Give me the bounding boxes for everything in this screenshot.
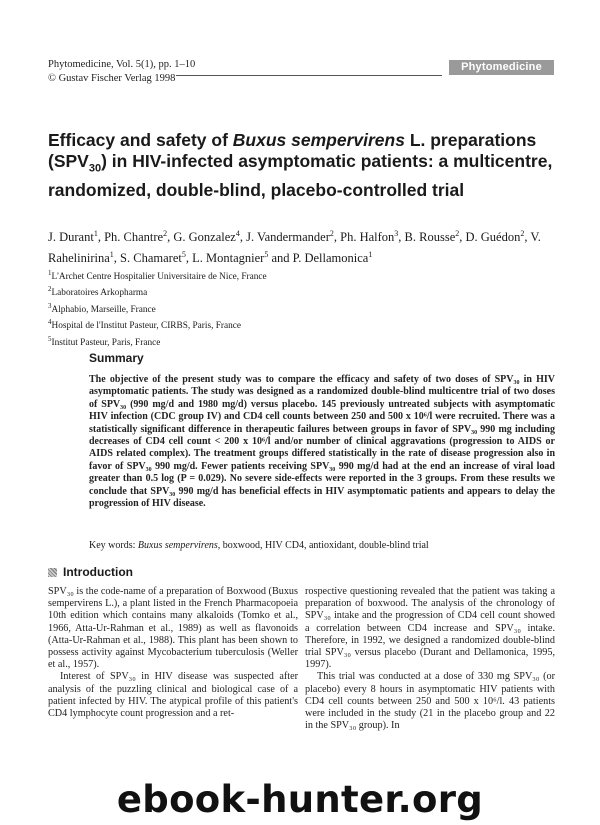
author <box>120 251 186 265</box>
introduction-heading <box>48 565 133 579</box>
author-name: L. Montagnier <box>192 251 265 266</box>
body-column-left <box>48 586 298 766</box>
keywords <box>89 539 555 552</box>
affiliation-item <box>48 283 448 299</box>
journal-header <box>48 58 195 86</box>
publisher-copyright: © Gustav Fischer Verlag 1998 <box>48 73 176 84</box>
affiliation-text: Institut Pasteur, Paris, France <box>51 337 161 348</box>
author-affiliation-mark: 1 <box>93 229 98 238</box>
author-affiliation-mark: 5 <box>181 250 186 260</box>
author-name: B. Rousse <box>404 230 456 245</box>
journal-citation: Phytomedicine, Vol. 5(1), pp. 1–10 <box>48 59 196 70</box>
affiliation-text: Laboratoires Arkopharma <box>51 288 148 299</box>
intro-paragraph-1: SPV₃₀ is the code-name of a preparation of Boxwood (Buxus sempervirens L.), a plant listed in the French Pharmacopoeia 10th edition which contains many alkaloids (Tomko et al., 1966, Atta-Ur-Rahman et al., 1989) as well as flavonoids (Atta-Ur-Rahman et al., 1988). This plant has been shown to possess activity against Mycobacterium tuberculosis (Weller et al., 1957). <box>48 586 298 671</box>
author <box>405 230 460 244</box>
author <box>293 251 373 265</box>
keywords-list: boxwood, HIV CD4, antioxidant, double-blind trial <box>222 540 429 551</box>
author-affiliation-mark: 3 <box>394 229 399 238</box>
header-rule <box>176 75 442 76</box>
author-name: G. Gonzalez <box>173 230 236 245</box>
keywords-label: Key words: <box>89 540 136 551</box>
journal-badge: Phytomedicine <box>449 60 554 75</box>
author-name: Ph. Halfon <box>340 230 395 245</box>
author-affiliation-mark: 1 <box>368 250 373 260</box>
title-part-1: Efficacy and safety of <box>48 130 233 150</box>
affiliations <box>48 267 448 349</box>
title-subscript: 30 <box>88 162 102 175</box>
affiliation-number: 2 <box>48 285 52 294</box>
author-name: V. Rahelinirina <box>48 230 541 266</box>
intro-paragraph-2: Interest of SPV₃₀ in HIV disease was suspected after analysis of the puzzling clinical and biological case of a patient infected by HIV. The atypical profile of this patient's CD4 lymphocyte count progression and a ret- <box>48 671 298 720</box>
title-species: Buxus sempervirens <box>232 130 405 150</box>
title-part-3: ) in HIV-infected asymptomatic patients: a multicentre, randomized, double-blind, placebo-controlled trial <box>48 151 553 200</box>
watermark: ebook-hunter.org <box>116 778 484 821</box>
introduction-heading-text: Introduction <box>63 565 133 579</box>
body-column-right <box>305 586 555 766</box>
author <box>192 251 268 265</box>
affiliation-text: Alphabio, Marseille, France <box>51 304 156 315</box>
intro-paragraph-4: This trial was conducted at a dose of 330 mg SPV₃₀ (or placebo) every 8 hours in asymptomatic HIV patients with CD4 cell counts between 250 and 500 x 10⁶/l. 43 patients were included in the study (21 in the placebo group and 22 in the SPV₃₀ group). In <box>305 671 555 732</box>
author-affiliation-mark: 5 <box>264 250 269 260</box>
author-name: J. Vandermander <box>246 230 330 245</box>
author <box>104 230 167 244</box>
author-name: P. Dellamonica <box>292 251 369 266</box>
affiliation-number: 4 <box>48 318 52 327</box>
affiliation-number: 1 <box>48 269 52 277</box>
author-affiliation-mark: 2 <box>163 229 168 238</box>
author <box>246 230 334 244</box>
author-affiliation-mark: 2 <box>329 229 334 238</box>
author-name: Ph. Chantre <box>104 230 164 245</box>
affiliation-item <box>48 333 448 349</box>
author <box>173 230 239 244</box>
author-affiliation-mark: 2 <box>455 229 460 238</box>
affiliation-number: 3 <box>48 301 52 310</box>
author-name: J. Durant <box>48 230 94 245</box>
author <box>340 230 398 244</box>
author-name: D. Guédon <box>465 230 521 245</box>
author-affiliation-mark: 1 <box>109 250 114 260</box>
author-list: J. Durant$^1$, Ph. Chantre$^2$, G. Gonzalez$^4$, J. Vandermander$^2$, Ph. Halfon$^3$, B. Rousse$^2$, D. Guédon$^2$, V. Rahelinirina$^1$, S. Chamaret$^5$, L. Montagnier$^5$ and P. Dellamonica$^1$ <box>48 229 541 266</box>
affiliation-item <box>48 316 448 332</box>
affiliation-item <box>48 267 448 283</box>
title-part-2: L. preparations (SPV <box>48 130 537 171</box>
author <box>466 230 525 244</box>
section-square-icon <box>48 568 57 577</box>
article-title <box>48 130 558 201</box>
author-affiliation-mark: 2 <box>520 229 525 238</box>
affiliation-text: L'Archet Centre Hospitalier Universitaire de Nice, France <box>51 272 267 283</box>
abstract-text: The objective of the present study was to compare the efficacy and safety of two doses of SPV₃₀ in HIV asymptomatic patients. The study was designed as a randomized double-blind multicentre trial of two doses of SPV₃₀ (990 mg/d and 1980 mg/d) versus placebo. 145 previously untreated subjects with asymptomatic HIV infection (CDC group IV) and CD4 cell counts between 250 and 500 x 10⁶/l were recruited. There was a statistically significant difference in therapeutic failures between groups in favor of SPV₃₀ 990 mg including decreases of CD4 cell count < 200 x 10⁶/l and/or number of clinical aggravations (progression to AIDS or AIDS related complex). The treatment groups differed statistically in the rate of disease progression also in favor of SPV₃₀ 990 mg/d. Fewer patients receiving SPV₃₀ 990 mg/d had at the end an increase of viral load greater than 0.5 log (P = 0.029). No severe side-effects were reported in the 3 groups. From these results we conclude that SPV₃₀ 990 mg/d has beneficial effects in HIV asymptomatic patients and appears to delay the progression of HIV disease. <box>89 374 555 510</box>
author <box>48 230 98 244</box>
affiliation-text: Hospital de l'Institut Pasteur, CIRBS, Paris, France <box>51 321 242 332</box>
intro-paragraph-3: rospective questioning revealed that the patient was taking a preparation of boxwood. The analysis of the chronology of SPV₃₀ intake and the progression of CD4 cell count showed a correlation between CD4 increase and SPV₃₀ intake. Therefore, in 1992, we designed a randomized double-blind trial SPV₃₀ versus placebo (Durant and Dellamonica, 1995, 1997). <box>305 586 555 671</box>
affiliation-item <box>48 300 448 316</box>
keywords-species: Buxus sempervirens, <box>137 540 221 551</box>
summary-heading: Summary <box>89 351 144 365</box>
author-affiliation-mark: 4 <box>235 229 240 238</box>
author-name: S. Chamaret <box>120 251 182 266</box>
affiliation-number: 5 <box>48 334 52 343</box>
